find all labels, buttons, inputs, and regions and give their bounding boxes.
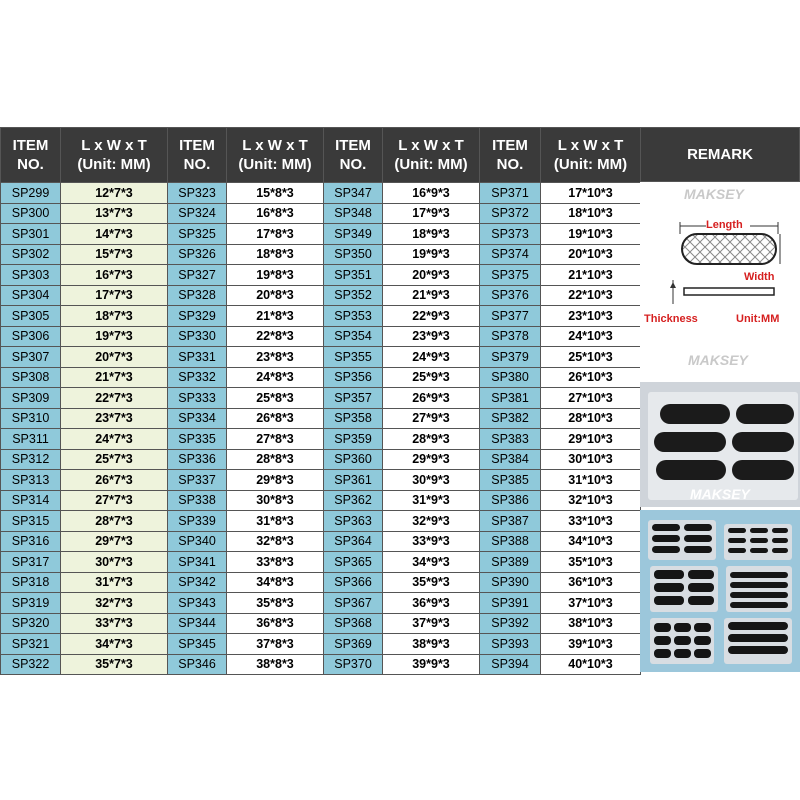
dimension-cell: 26*7*3 xyxy=(61,470,168,491)
item-number-cell: SP332 xyxy=(168,367,227,388)
table-row xyxy=(1,593,641,614)
table-body xyxy=(1,183,641,675)
dimension-cell: 31*9*3 xyxy=(383,490,480,511)
table-row xyxy=(1,367,641,388)
item-number-cell: SP377 xyxy=(480,306,541,327)
item-number-cell: SP383 xyxy=(480,429,541,450)
item-number-cell: SP338 xyxy=(168,490,227,511)
item-number-cell: SP352 xyxy=(324,285,383,306)
table-row xyxy=(1,224,641,245)
dimension-cell: 25*8*3 xyxy=(227,388,324,409)
dimension-cell: 29*10*3 xyxy=(541,429,641,450)
dimension-cell: 34*9*3 xyxy=(383,552,480,573)
dimension-cell: 19*9*3 xyxy=(383,244,480,265)
item-number-cell: SP346 xyxy=(168,654,227,675)
dimension-cell: 12*7*3 xyxy=(61,183,168,204)
dimension-cell: 16*9*3 xyxy=(383,183,480,204)
pad-shape xyxy=(732,460,794,480)
dimension-cell: 17*7*3 xyxy=(61,285,168,306)
dimension-cell: 38*9*3 xyxy=(383,634,480,655)
table-row xyxy=(1,388,641,409)
item-number-cell: SP318 xyxy=(1,572,61,593)
dimension-cell: 31*8*3 xyxy=(227,511,324,532)
dimension-cell: 20*7*3 xyxy=(61,347,168,368)
dimension-cell: 33*10*3 xyxy=(541,511,641,532)
item-number-cell: SP372 xyxy=(480,203,541,224)
watermark-text: MAKSEY xyxy=(690,486,750,502)
dimension-cell: 25*10*3 xyxy=(541,347,641,368)
dimension-diagram xyxy=(640,182,800,382)
item-number-cell: SP326 xyxy=(168,244,227,265)
header-item-no xyxy=(1,128,61,183)
header-dimensions xyxy=(541,128,641,183)
table-row xyxy=(1,429,641,450)
dimension-cell: 21*10*3 xyxy=(541,265,641,286)
item-number-cell: SP394 xyxy=(480,654,541,675)
item-number-cell: SP360 xyxy=(324,449,383,470)
dimension-cell: 18*8*3 xyxy=(227,244,324,265)
item-number-cell: SP300 xyxy=(1,203,61,224)
item-number-cell: SP322 xyxy=(1,654,61,675)
table-row xyxy=(1,285,641,306)
header-dimensions xyxy=(227,128,324,183)
item-number-cell: SP384 xyxy=(480,449,541,470)
dimension-cell: 32*8*3 xyxy=(227,531,324,552)
item-number-cell: SP301 xyxy=(1,224,61,245)
table-row xyxy=(1,490,641,511)
dimension-cell: 19*8*3 xyxy=(227,265,324,286)
dimension-cell: 39*10*3 xyxy=(541,634,641,655)
item-number-cell: SP339 xyxy=(168,511,227,532)
dimension-cell: 22*9*3 xyxy=(383,306,480,327)
table-row xyxy=(1,449,641,470)
dimension-cell: 23*7*3 xyxy=(61,408,168,429)
dimension-cell: 17*10*3 xyxy=(541,183,641,204)
item-number-cell: SP349 xyxy=(324,224,383,245)
dimension-cell: 38*10*3 xyxy=(541,613,641,634)
table-row xyxy=(1,244,641,265)
dimension-cell: 27*10*3 xyxy=(541,388,641,409)
header-line: NO. xyxy=(17,156,44,173)
header-line: L x W x T xyxy=(398,137,464,154)
table-row xyxy=(1,634,641,655)
header-line: NO. xyxy=(339,156,367,173)
item-number-cell: SP392 xyxy=(480,613,541,634)
item-number-cell: SP386 xyxy=(480,490,541,511)
header-line: (Unit: MM) xyxy=(77,156,151,173)
watermark-text: MAKSEY xyxy=(684,186,744,202)
dimension-cell: 21*9*3 xyxy=(383,285,480,306)
header-dimensions xyxy=(61,128,168,183)
item-number-cell: SP307 xyxy=(1,347,61,368)
dimension-cell: 31*10*3 xyxy=(541,470,641,491)
dimension-cell: 29*7*3 xyxy=(61,531,168,552)
item-number-cell: SP315 xyxy=(1,511,61,532)
dimension-cell: 22*10*3 xyxy=(541,285,641,306)
dimension-cell: 32*7*3 xyxy=(61,593,168,614)
dimension-cell: 16*7*3 xyxy=(61,265,168,286)
item-number-cell: SP369 xyxy=(324,634,383,655)
item-number-cell: SP333 xyxy=(168,388,227,409)
item-number-cell: SP319 xyxy=(1,593,61,614)
dimension-cell: 26*9*3 xyxy=(383,388,480,409)
item-number-cell: SP344 xyxy=(168,613,227,634)
dimension-cell: 28*9*3 xyxy=(383,429,480,450)
table-row xyxy=(1,408,641,429)
item-number-cell: SP368 xyxy=(324,613,383,634)
item-number-cell: SP308 xyxy=(1,367,61,388)
dimension-cell: 38*8*3 xyxy=(227,654,324,675)
item-number-cell: SP305 xyxy=(1,306,61,327)
item-number-cell: SP314 xyxy=(1,490,61,511)
dimension-cell: 24*9*3 xyxy=(383,347,480,368)
dimension-cell: 26*10*3 xyxy=(541,367,641,388)
dimension-cell: 22*7*3 xyxy=(61,388,168,409)
dimension-cell: 35*9*3 xyxy=(383,572,480,593)
header-line: (Unit: MM) xyxy=(238,156,312,173)
item-number-cell: SP313 xyxy=(1,470,61,491)
header-line: (Unit: MM) xyxy=(553,156,628,173)
dimension-cell: 19*10*3 xyxy=(541,224,641,245)
dimension-cell: 33*9*3 xyxy=(383,531,480,552)
dimension-cell: 17*8*3 xyxy=(227,224,324,245)
dimension-cell: 36*8*3 xyxy=(227,613,324,634)
dimension-cell: 30*10*3 xyxy=(541,449,641,470)
dimension-cell: 24*7*3 xyxy=(61,429,168,450)
pad-shape xyxy=(654,432,726,452)
item-number-cell: SP304 xyxy=(1,285,61,306)
dimension-cell: 15*7*3 xyxy=(61,244,168,265)
item-number-cell: SP330 xyxy=(168,326,227,347)
dimension-cell: 18*10*3 xyxy=(541,203,641,224)
item-number-cell: SP361 xyxy=(324,470,383,491)
item-number-cell: SP337 xyxy=(168,470,227,491)
unit-label: Unit:MM xyxy=(736,313,780,325)
item-number-cell: SP329 xyxy=(168,306,227,327)
item-number-cell: SP347 xyxy=(324,183,383,204)
length-label: Length xyxy=(706,219,743,231)
width-label: Width xyxy=(744,271,775,283)
item-number-cell: SP327 xyxy=(168,265,227,286)
dimension-cell: 28*10*3 xyxy=(541,408,641,429)
header-line: NO. xyxy=(496,156,524,173)
item-number-cell: SP367 xyxy=(324,593,383,614)
item-number-cell: SP320 xyxy=(1,613,61,634)
pad-shape xyxy=(732,432,794,452)
item-number-cell: SP363 xyxy=(324,511,383,532)
item-number-cell: SP393 xyxy=(480,634,541,655)
dimension-cell: 31*7*3 xyxy=(61,572,168,593)
dimension-cell: 32*10*3 xyxy=(541,490,641,511)
watermark-text: MAKSEY xyxy=(688,352,748,368)
dimension-cell: 36*10*3 xyxy=(541,572,641,593)
item-number-cell: SP358 xyxy=(324,408,383,429)
dimension-cell: 34*7*3 xyxy=(61,634,168,655)
table-row xyxy=(1,470,641,491)
item-number-cell: SP379 xyxy=(480,347,541,368)
item-number-cell: SP317 xyxy=(1,552,61,573)
spec-sheet xyxy=(0,127,800,672)
dimension-cell: 23*10*3 xyxy=(541,306,641,327)
header-line: NO. xyxy=(183,156,211,173)
dimension-cell: 18*9*3 xyxy=(383,224,480,245)
dimension-cell: 27*9*3 xyxy=(383,408,480,429)
dimension-cell: 23*8*3 xyxy=(227,347,324,368)
table-row xyxy=(1,613,641,634)
header-item-no xyxy=(324,128,383,183)
item-number-cell: SP365 xyxy=(324,552,383,573)
dimension-cell: 25*9*3 xyxy=(383,367,480,388)
table-row xyxy=(1,572,641,593)
table-row xyxy=(1,531,641,552)
item-number-cell: SP299 xyxy=(1,183,61,204)
table-row xyxy=(1,552,641,573)
dimension-cell: 27*7*3 xyxy=(61,490,168,511)
dimension-cell: 29*9*3 xyxy=(383,449,480,470)
pad-shape xyxy=(656,460,726,480)
header-line: ITEM xyxy=(335,137,371,154)
table-row xyxy=(1,183,641,204)
header-item-no xyxy=(168,128,227,183)
dimension-cell: 15*8*3 xyxy=(227,183,324,204)
pad-shape xyxy=(736,404,794,424)
item-number-cell: SP336 xyxy=(168,449,227,470)
dimension-cell: 33*7*3 xyxy=(61,613,168,634)
header-line: L x W x T xyxy=(242,137,308,154)
dimension-cell: 19*7*3 xyxy=(61,326,168,347)
item-number-cell: SP325 xyxy=(168,224,227,245)
item-number-cell: SP303 xyxy=(1,265,61,286)
item-number-cell: SP350 xyxy=(324,244,383,265)
item-number-cell: SP357 xyxy=(324,388,383,409)
remark-column xyxy=(640,127,800,672)
table-header-row xyxy=(1,128,641,183)
header-dimensions xyxy=(383,128,480,183)
item-number-cell: SP323 xyxy=(168,183,227,204)
dimension-cell: 28*8*3 xyxy=(227,449,324,470)
item-number-cell: SP380 xyxy=(480,367,541,388)
item-number-cell: SP391 xyxy=(480,593,541,614)
item-number-cell: SP342 xyxy=(168,572,227,593)
item-number-cell: SP364 xyxy=(324,531,383,552)
item-number-cell: SP387 xyxy=(480,511,541,532)
product-photo-sheets xyxy=(640,510,800,672)
item-number-cell: SP312 xyxy=(1,449,61,470)
item-number-cell: SP311 xyxy=(1,429,61,450)
item-number-cell: SP370 xyxy=(324,654,383,675)
item-number-cell: SP351 xyxy=(324,265,383,286)
item-number-cell: SP390 xyxy=(480,572,541,593)
item-number-cell: SP385 xyxy=(480,470,541,491)
dimension-cell: 34*10*3 xyxy=(541,531,641,552)
item-number-cell: SP375 xyxy=(480,265,541,286)
dimension-cell: 28*7*3 xyxy=(61,511,168,532)
dimension-cell: 27*8*3 xyxy=(227,429,324,450)
dimension-cell: 40*10*3 xyxy=(541,654,641,675)
item-number-cell: SP366 xyxy=(324,572,383,593)
item-number-cell: SP341 xyxy=(168,552,227,573)
item-number-cell: SP376 xyxy=(480,285,541,306)
remark-header: REMARK xyxy=(640,127,800,182)
item-number-cell: SP353 xyxy=(324,306,383,327)
header-item-no xyxy=(480,128,541,183)
dimension-cell: 36*9*3 xyxy=(383,593,480,614)
dimension-cell: 14*7*3 xyxy=(61,224,168,245)
item-number-cell: SP345 xyxy=(168,634,227,655)
item-number-cell: SP371 xyxy=(480,183,541,204)
dimension-cell: 34*8*3 xyxy=(227,572,324,593)
dimension-cell: 20*8*3 xyxy=(227,285,324,306)
dimension-cell: 33*8*3 xyxy=(227,552,324,573)
item-number-cell: SP310 xyxy=(1,408,61,429)
item-number-cell: SP324 xyxy=(168,203,227,224)
table-row xyxy=(1,654,641,675)
dimension-cell: 22*8*3 xyxy=(227,326,324,347)
dimension-cell: 17*9*3 xyxy=(383,203,480,224)
item-number-cell: SP306 xyxy=(1,326,61,347)
item-number-cell: SP354 xyxy=(324,326,383,347)
dimension-cell: 21*7*3 xyxy=(61,367,168,388)
item-number-cell: SP328 xyxy=(168,285,227,306)
item-number-cell: SP359 xyxy=(324,429,383,450)
item-number-cell: SP335 xyxy=(168,429,227,450)
item-number-cell: SP382 xyxy=(480,408,541,429)
dimension-cell: 18*7*3 xyxy=(61,306,168,327)
dimension-cell: 30*7*3 xyxy=(61,552,168,573)
header-line: (Unit: MM) xyxy=(394,156,468,173)
table-row xyxy=(1,326,641,347)
dimension-cell: 32*9*3 xyxy=(383,511,480,532)
dimension-cell: 21*8*3 xyxy=(227,306,324,327)
header-line: ITEM xyxy=(12,137,49,154)
item-number-cell: SP373 xyxy=(480,224,541,245)
dimension-cell: 20*9*3 xyxy=(383,265,480,286)
dimension-cell: 35*7*3 xyxy=(61,654,168,675)
dimension-cell: 16*8*3 xyxy=(227,203,324,224)
item-number-cell: SP321 xyxy=(1,634,61,655)
header-line: L x W x T xyxy=(557,137,624,154)
table-row xyxy=(1,203,641,224)
pad-shape xyxy=(660,404,730,424)
item-number-cell: SP355 xyxy=(324,347,383,368)
header-line: ITEM xyxy=(492,137,528,154)
item-number-cell: SP356 xyxy=(324,367,383,388)
dimension-cell: 26*8*3 xyxy=(227,408,324,429)
item-number-cell: SP378 xyxy=(480,326,541,347)
dimension-cell: 37*9*3 xyxy=(383,613,480,634)
item-number-cell: SP343 xyxy=(168,593,227,614)
size-table xyxy=(0,127,641,675)
item-number-cell: SP389 xyxy=(480,552,541,573)
item-number-cell: SP374 xyxy=(480,244,541,265)
dimension-cell: 35*10*3 xyxy=(541,552,641,573)
item-number-cell: SP362 xyxy=(324,490,383,511)
dimension-cell: 30*9*3 xyxy=(383,470,480,491)
dimension-cell: 24*8*3 xyxy=(227,367,324,388)
dimension-cell: 37*10*3 xyxy=(541,593,641,614)
item-number-cell: SP302 xyxy=(1,244,61,265)
dimension-cell: 37*8*3 xyxy=(227,634,324,655)
item-number-cell: SP334 xyxy=(168,408,227,429)
item-number-cell: SP340 xyxy=(168,531,227,552)
dimension-cell: 39*9*3 xyxy=(383,654,480,675)
table-row xyxy=(1,511,641,532)
product-photo-pads xyxy=(640,382,800,507)
table-row xyxy=(1,306,641,327)
dimension-cell: 25*7*3 xyxy=(61,449,168,470)
dimension-cell: 30*8*3 xyxy=(227,490,324,511)
dimension-cell: 13*7*3 xyxy=(61,203,168,224)
item-number-cell: SP331 xyxy=(168,347,227,368)
thickness-label: Thickness xyxy=(644,313,698,325)
table-row xyxy=(1,347,641,368)
dimension-cell: 20*10*3 xyxy=(541,244,641,265)
header-line: ITEM xyxy=(179,137,215,154)
dimension-cell: 24*10*3 xyxy=(541,326,641,347)
dimension-cell: 23*9*3 xyxy=(383,326,480,347)
dimension-cell: 35*8*3 xyxy=(227,593,324,614)
header-line: L x W x T xyxy=(81,137,147,154)
dimension-cell: 29*8*3 xyxy=(227,470,324,491)
item-number-cell: SP348 xyxy=(324,203,383,224)
item-number-cell: SP381 xyxy=(480,388,541,409)
item-number-cell: SP316 xyxy=(1,531,61,552)
item-number-cell: SP388 xyxy=(480,531,541,552)
table-row xyxy=(1,265,641,286)
item-number-cell: SP309 xyxy=(1,388,61,409)
